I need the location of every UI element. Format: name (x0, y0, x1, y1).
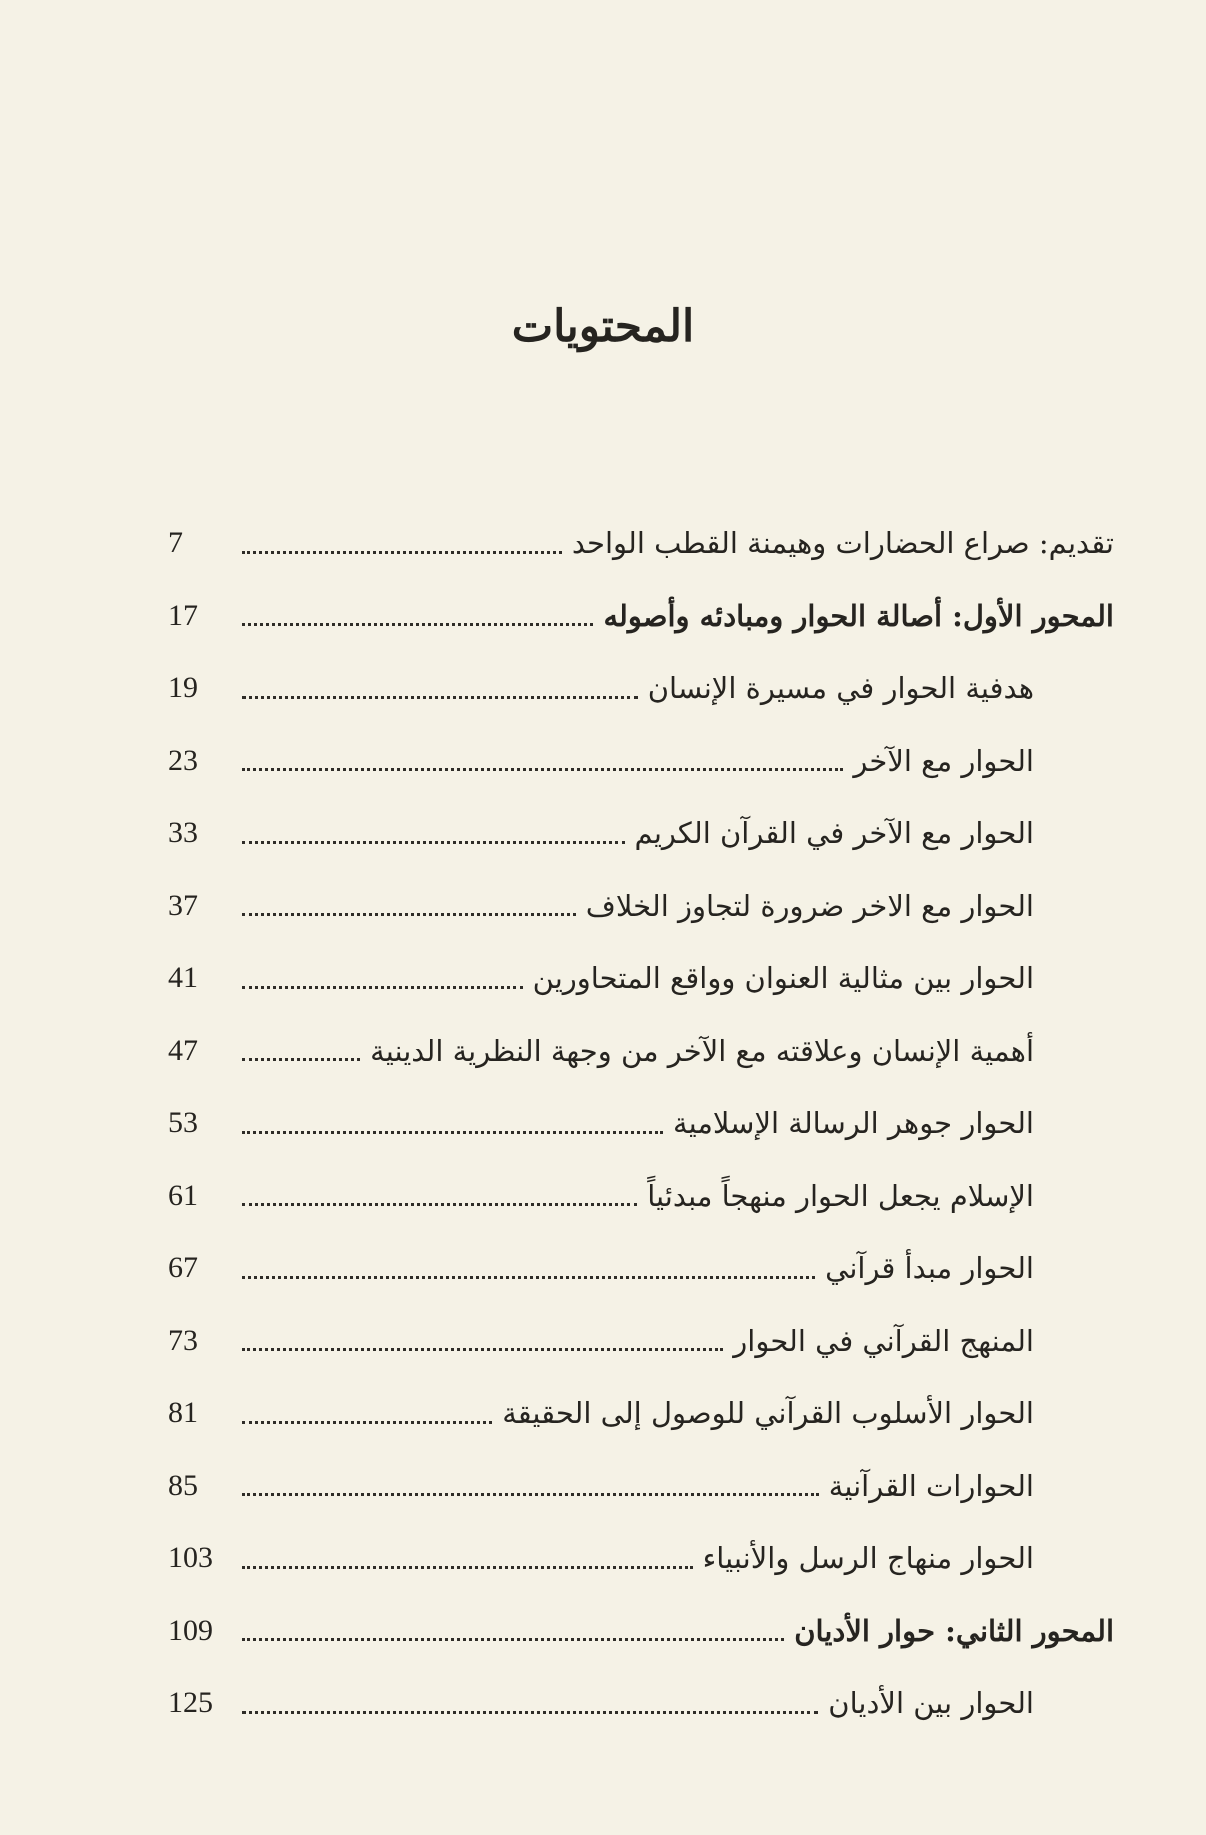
dot-leader (242, 1421, 492, 1424)
toc-entry-title: المنهج القرآني في الحوار (733, 1323, 1034, 1358)
toc-entry-text (663, 1104, 1034, 1143)
toc-entry (168, 1216, 1114, 1289)
toc-entry-text (625, 814, 1034, 853)
toc-entry-title: أهمية الإنسان وعلاقته مع الآخر من وجهة النظرية الدينية (370, 1033, 1034, 1068)
toc-page-number: 103 (168, 1541, 213, 1574)
toc-entry (168, 636, 1114, 709)
toc-entry (168, 1579, 1114, 1652)
toc-entry-title: الحوار مع الآخر في القرآن الكريم (634, 816, 1034, 851)
toc-entry-text (723, 1322, 1034, 1361)
toc-entry-title: الحوارات القرآنية (828, 1468, 1034, 1503)
toc-page-number: 85 (168, 1468, 198, 1502)
dot-leader (242, 1493, 819, 1496)
toc-entry-title: حوار الأديان (794, 1613, 935, 1648)
toc-entry-title: الحوار بين الأديان (828, 1686, 1034, 1721)
dot-leader (242, 623, 593, 626)
toc-entry (168, 854, 1114, 927)
toc-page-number: 67 (168, 1251, 198, 1284)
dot-leader (242, 913, 576, 916)
dot-leader (242, 768, 843, 771)
toc-entry-text (693, 1539, 1034, 1578)
toc-entry-text (815, 1249, 1034, 1288)
toc-entry-title: الحوار مبدأ قرآني (825, 1251, 1034, 1286)
toc-entry (168, 1071, 1114, 1144)
toc-entry (168, 926, 1114, 999)
dot-leader (242, 1131, 663, 1134)
toc-entry-text (576, 887, 1034, 926)
toc-entry-text (523, 959, 1034, 998)
toc-page-number: 17 (168, 598, 198, 632)
toc-entry-text (843, 742, 1034, 781)
toc-page-number: 41 (168, 961, 198, 994)
toc-entry-text (492, 1394, 1034, 1433)
dot-leader (242, 1203, 637, 1206)
toc-entry (168, 999, 1114, 1072)
toc-page-number: 81 (168, 1396, 198, 1429)
toc-entry (168, 1144, 1114, 1217)
toc-entry (168, 564, 1114, 637)
toc-entry-title: الحوار الأسلوب القرآني للوصول إلى الحقيقة (502, 1396, 1034, 1431)
toc-entry-text (819, 1467, 1034, 1506)
toc-entry (168, 491, 1114, 564)
toc-page-number: 33 (168, 816, 198, 849)
dot-leader (242, 1276, 815, 1279)
toc-entry (168, 709, 1114, 782)
toc-entry-text (818, 1684, 1034, 1723)
dot-leader (242, 696, 638, 699)
dot-leader (242, 1711, 818, 1714)
toc-page-number: 73 (168, 1323, 198, 1357)
dot-leader (242, 1638, 784, 1641)
toc-entry-text (593, 597, 1114, 636)
toc-entry (168, 781, 1114, 854)
toc-entry-title: الحوار منهاج الرسل والأنبياء (702, 1541, 1034, 1576)
toc-entry (168, 1506, 1114, 1579)
dot-leader (242, 841, 625, 844)
toc-entry (168, 1651, 1114, 1724)
toc-entry-title: صراع الحضارات وهيمنة القطب الواحد (571, 526, 1030, 561)
toc-entry-title: الحوار مع الآخر (853, 743, 1034, 778)
toc-entry-text (637, 1177, 1034, 1216)
toc-entry-title: الحوار جوهر الرسالة الإسلامية (673, 1106, 1034, 1141)
toc-page-number: 125 (168, 1686, 213, 1719)
toc-entry-title: الحوار بين مثالية العنوان وواقع المتحاورين (532, 961, 1034, 996)
toc-entry (168, 1361, 1114, 1434)
toc-entry (168, 1289, 1114, 1362)
toc-page-number: 19 (168, 671, 198, 704)
toc-entry-text (360, 1032, 1034, 1071)
page-title: المحتويات (511, 301, 695, 352)
toc-entry-prefix: المحور الثاني: (945, 1613, 1114, 1648)
toc-page-number: 53 (168, 1106, 198, 1139)
toc-page-number: 109 (168, 1613, 213, 1647)
toc-entry-text (784, 1612, 1114, 1651)
toc-page-number: 61 (168, 1178, 198, 1212)
dot-leader (242, 551, 562, 554)
dot-leader (242, 1058, 360, 1061)
toc-page-number: 23 (168, 743, 198, 777)
dot-leader (242, 986, 523, 989)
table-of-contents (168, 491, 1114, 1724)
toc-page-number: 7 (168, 526, 183, 559)
toc-entry-title: أصالة الحوار ومبادئه وأصوله (603, 598, 943, 633)
toc-entry-text (562, 524, 1114, 563)
toc-page-number: 37 (168, 888, 198, 922)
toc-entry-prefix: تقديم: (1038, 526, 1114, 561)
toc-page-number: 47 (168, 1033, 198, 1067)
toc-entry-title: الحوار مع الاخر ضرورة لتجاوز الخلاف (585, 888, 1034, 923)
toc-entry (168, 1434, 1114, 1507)
toc-entry-title: الإسلام يجعل الحوار منهجاً مبدئياً (647, 1178, 1034, 1213)
dot-leader (242, 1348, 723, 1351)
toc-entry-title: هدفية الحوار في مسيرة الإنسان (647, 671, 1034, 706)
dot-leader (242, 1566, 693, 1569)
toc-entry-prefix: المحور الأول: (952, 598, 1114, 633)
toc-entry-text (638, 669, 1034, 708)
